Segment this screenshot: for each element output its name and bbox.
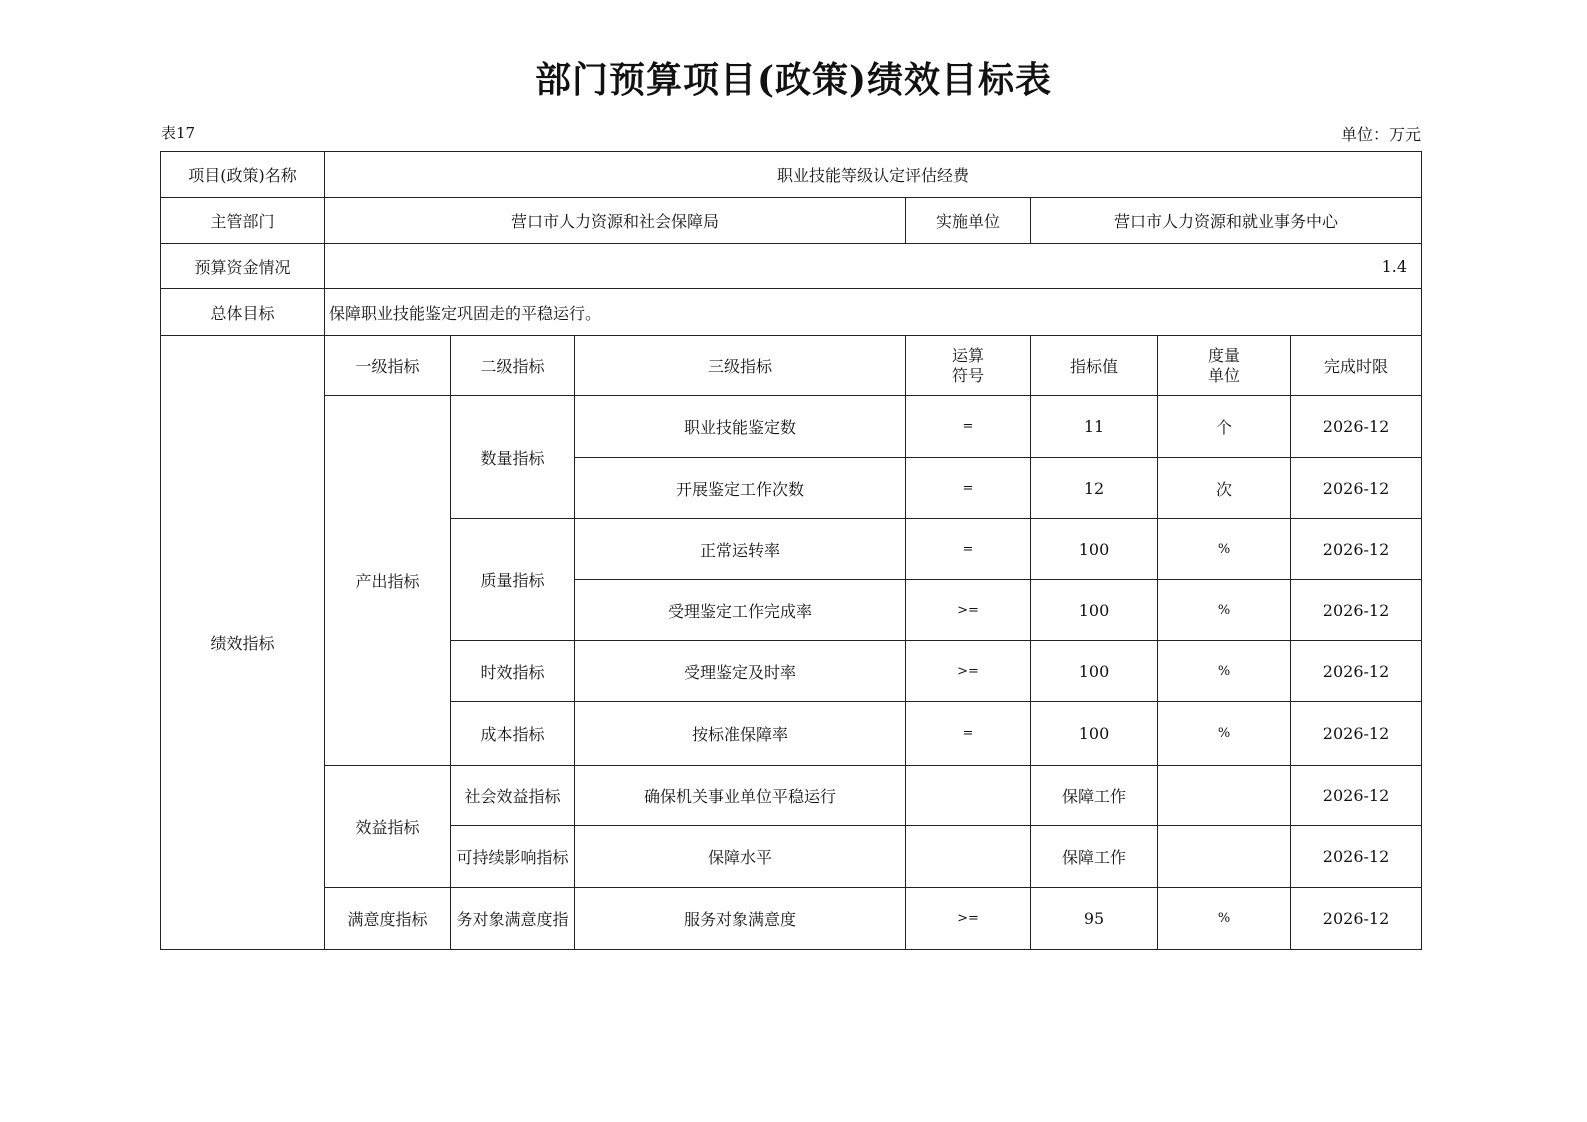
unit-cell: %	[1158, 641, 1291, 702]
value-cell: 95	[1031, 888, 1158, 950]
deadline-cell: 2026-12	[1291, 888, 1422, 950]
level1-satisfaction: 满意度指标	[325, 888, 451, 950]
row-overall-goal	[161, 289, 1422, 336]
deadline-cell: 2026-12	[1291, 580, 1422, 641]
level2-timeliness: 时效指标	[451, 641, 575, 702]
header-row	[161, 336, 1422, 396]
label-impl-unit: 实施单位	[906, 198, 1031, 244]
level2-quantity: 数量指标	[451, 396, 575, 519]
level2-sustain: 可持续影响指标	[451, 826, 575, 888]
unit-cell	[1158, 826, 1291, 888]
header-level3: 三级指标	[575, 336, 906, 396]
unit-cell: %	[1158, 888, 1291, 950]
header-operator-line2: 符号	[951, 365, 984, 385]
operator-cell	[906, 826, 1031, 888]
level2-quality: 质量指标	[451, 519, 575, 641]
level3-cell: 开展鉴定工作次数	[575, 458, 906, 519]
header-operator	[906, 336, 1031, 396]
level3-cell: 按标准保障率	[575, 702, 906, 766]
value-cell: 100	[1031, 702, 1158, 766]
level3-cell: 受理鉴定及时率	[575, 641, 906, 702]
level3-cell: 服务对象满意度	[575, 888, 906, 950]
unit-cell: %	[1158, 580, 1291, 641]
level3-cell: 保障水平	[575, 826, 906, 888]
value-cell: 100	[1031, 641, 1158, 702]
level3-cell: 受理鉴定工作完成率	[575, 580, 906, 641]
level2-cost: 成本指标	[451, 702, 575, 766]
header-level2: 二级指标	[451, 336, 575, 396]
value-cell: 保障工作	[1031, 826, 1158, 888]
header-level1: 一级指标	[325, 336, 451, 396]
operator-cell: =	[906, 458, 1031, 519]
operator-cell: =	[906, 702, 1031, 766]
header-value: 指标值	[1031, 336, 1158, 396]
row-project-name	[161, 152, 1422, 198]
operator-cell: =	[906, 519, 1031, 580]
level2-social: 社会效益指标	[451, 766, 575, 826]
header-deadline: 完成时限	[1291, 336, 1422, 396]
table-row	[161, 396, 1422, 458]
operator-cell	[906, 766, 1031, 826]
deadline-cell: 2026-12	[1291, 702, 1422, 766]
label-budget: 预算资金情况	[161, 244, 325, 289]
table-row	[161, 888, 1422, 950]
unit-cell: %	[1158, 702, 1291, 766]
unit-label: 单位：万元	[1340, 125, 1421, 144]
page-title: 部门预算项目(政策)绩效目标表	[534, 59, 1053, 101]
row-budget	[161, 244, 1422, 289]
header-unit-line2: 单位	[1207, 365, 1240, 385]
header-unit-line1: 度量	[1207, 345, 1240, 365]
unit-cell: %	[1158, 519, 1291, 580]
operator-cell: >=	[906, 641, 1031, 702]
unit-cell: 个	[1158, 396, 1291, 458]
table-number: 表17	[161, 124, 196, 142]
label-project-name: 项目(政策)名称	[161, 152, 325, 198]
label-overall-goal: 总体目标	[161, 289, 325, 336]
level1-benefit: 效益指标	[325, 766, 451, 888]
operator-cell: =	[906, 396, 1031, 458]
unit-cell: 次	[1158, 458, 1291, 519]
label-perf-indicators: 绩效指标	[161, 336, 325, 950]
value-cell: 100	[1031, 580, 1158, 641]
deadline-cell: 2026-12	[1291, 826, 1422, 888]
deadline-cell: 2026-12	[1291, 396, 1422, 458]
table-row	[161, 766, 1422, 826]
level1-output: 产出指标	[325, 396, 451, 766]
level3-cell: 正常运转率	[575, 519, 906, 580]
level3-cell: 职业技能鉴定数	[575, 396, 906, 458]
value-budget: 1.4	[325, 244, 1422, 289]
unit-cell	[1158, 766, 1291, 826]
operator-cell: >=	[906, 580, 1031, 641]
deadline-cell: 2026-12	[1291, 641, 1422, 702]
value-impl-unit: 营口市人力资源和就业事务中心	[1031, 198, 1422, 244]
value-cell: 保障工作	[1031, 766, 1158, 826]
level3-cell: 确保机关事业单位平稳运行	[575, 766, 906, 826]
deadline-cell: 2026-12	[1291, 766, 1422, 826]
row-department	[161, 198, 1422, 244]
header-unit	[1158, 336, 1291, 396]
deadline-cell: 2026-12	[1291, 519, 1422, 580]
value-cell: 12	[1031, 458, 1158, 519]
operator-cell: >=	[906, 888, 1031, 950]
value-project-name: 职业技能等级认定评估经费	[325, 152, 1422, 198]
value-dept: 营口市人力资源和社会保障局	[325, 198, 906, 244]
value-cell: 100	[1031, 519, 1158, 580]
value-overall-goal: 保障职业技能鉴定巩固走的平稳运行。	[325, 289, 1422, 336]
deadline-cell: 2026-12	[1291, 458, 1422, 519]
header-operator-line1: 运算	[951, 345, 984, 365]
performance-target-table	[160, 151, 1422, 950]
level2-service-sat: 务对象满意度指	[451, 888, 575, 950]
value-cell: 11	[1031, 396, 1158, 458]
label-dept: 主管部门	[161, 198, 325, 244]
